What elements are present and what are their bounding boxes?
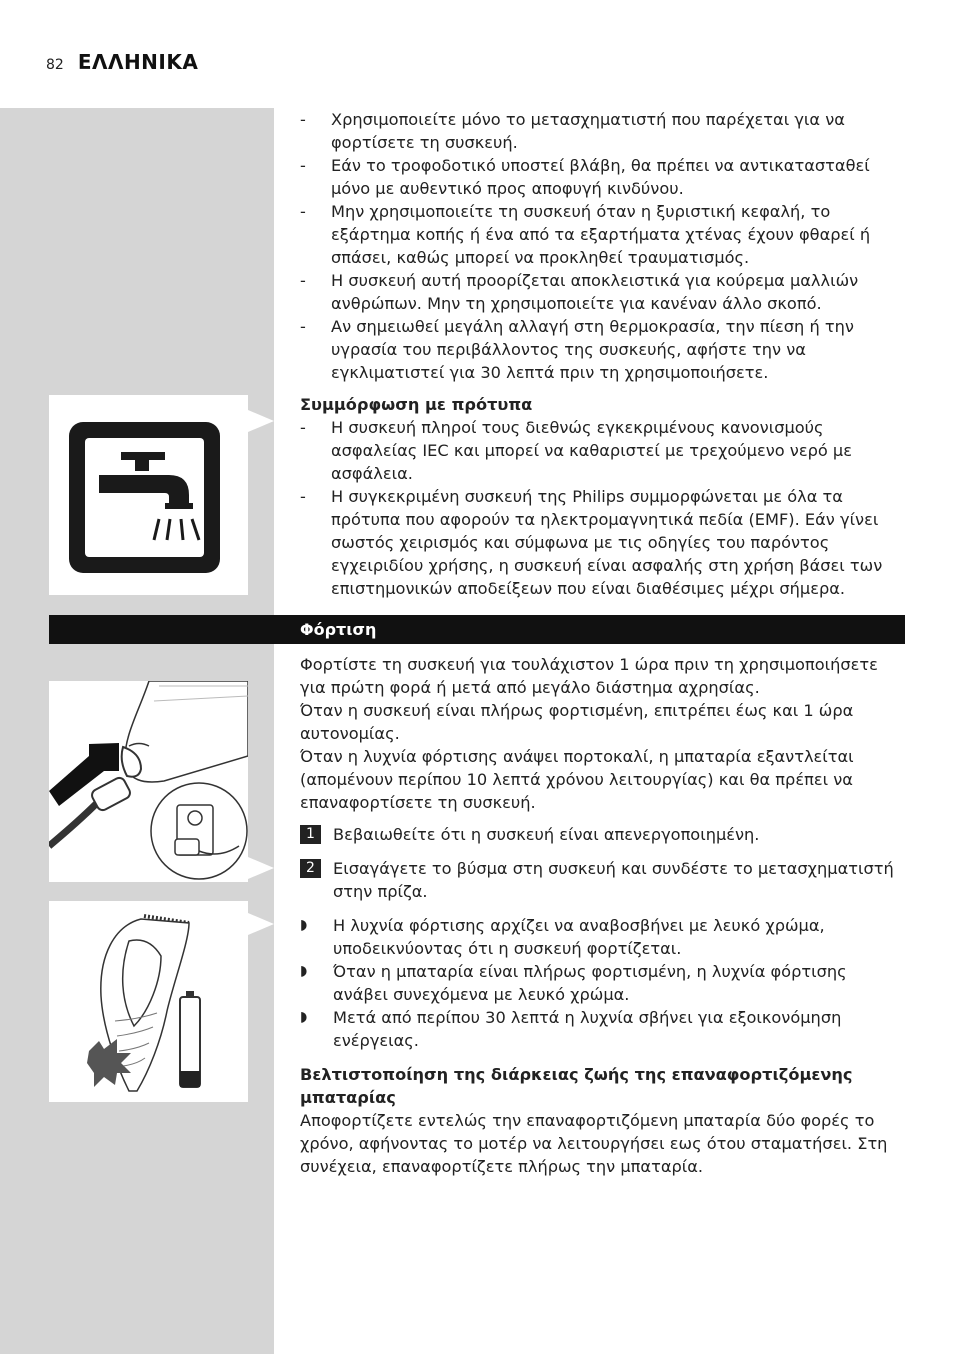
pointer-notch [248, 410, 274, 432]
step-number: 2 [300, 859, 321, 878]
clipper-battery-icon [49, 901, 248, 1102]
section-bar-title: Φόρτιση [300, 620, 377, 639]
list-item: - Αν σημειωθεί μεγάλη αλλαγή στη θερμοκρασία, την πίεση ή την υγρασία του περιβάλλοντος της συσκευής, αφήστε την να εγκλιματιστεί για 30 λεπτά πριν τη χρησιμοποιήσετε. [300, 315, 906, 384]
pointer-notch [248, 913, 274, 935]
list-item: - Εάν το τροφοδοτικό υποστεί βλάβη, θα πρέπει να αντικατασταθεί μόνο με αυθεντικό προς αποφυγή κινδύνου. [300, 154, 906, 200]
step-number: 1 [300, 825, 321, 844]
result-item: ◗ Όταν η μπαταρία είναι πλήρως φορτισμένη, η λυχνία φόρτισης ανάβει συνεχόμενα με λευκό χρώμα. [300, 960, 906, 1006]
water-tap-illustration [49, 395, 248, 595]
page-header [46, 50, 198, 74]
result-item: ◗ Μετά από περίπου 30 λεπτά η λυχνία σβήνει για εξοικονόμηση ενέργειας. [300, 1006, 906, 1052]
list-item: - Η συσκευή αυτή προορίζεται αποκλειστικά για κούρεμα μαλλιών ανθρώπων. Μην τη χρησιμοποιείτε για κανέναν άλλο σκοπό. [300, 269, 906, 315]
page-number: 82 [46, 57, 64, 73]
charging-intro [300, 653, 906, 814]
clipper-battery-illustration [49, 901, 248, 1102]
list-item: - Χρησιμοποιείτε μόνο το μετασχηματιστή που παρέχεται για να φορτίσετε τη συσκευή. [300, 108, 906, 154]
paragraph: Όταν η συσκευή είναι πλήρως φορτισμένη, επιτρέπει έως και 1 ώρα αυτονομίας. [300, 701, 854, 743]
step-1 [300, 823, 906, 846]
pointer-notch [248, 857, 274, 879]
standards-section [300, 393, 906, 600]
list-item: - Η συγκεκριμένη συσκευή της Philips συμμορφώνεται με όλα τα πρότυπα που αφορούν τα ηλεκτρομαγνητικά πεδία (EMF). Εάν γίνει σωστός χειρισμός και σύμφωνα με τις οδηγίες του παρόντος εγχειριδίου χρήσης, η συσκευή είναι ασφαλής στη χρήση βάσει των επιστημονικών αποδείξεων που είναι διαθέσιμες μέχρι σήμερα. [300, 485, 906, 600]
paragraph: Αποφορτίζετε εντελώς την επαναφορτιζόμενη μπαταρία δύο φορές το χρόνο, αφήνοντας το μοτέρ να λειτουργήσει εως ότου σταματήσει. Στη συνέχεια, επαναφορτίζετε πλήρως την μπαταρία. [300, 1111, 888, 1176]
section-heading: Βελτιστοποίηση της διάρκειας ζωής της επαναφορτιζόμενης μπαταρίας [300, 1065, 853, 1107]
intro-list [300, 108, 906, 384]
step-2 [300, 857, 906, 903]
language-heading: ΕΛΛΗΝΙΚΑ [77, 50, 199, 74]
list-item: - Η συσκευή πληροί τους διεθνώς εγκεκριμένους κανονισμούς ασφαλείας IEC και μπορεί να καθαριστεί με τρεχούμενο νερό με ασφάλεια. [300, 416, 906, 485]
charging-results [300, 914, 906, 1052]
water-tap-icon [49, 395, 248, 595]
section-bar [49, 615, 905, 644]
list-item: - Μην χρησιμοποιείτε τη συσκευή όταν η ξυριστική κεφαλή, το εξάρτημα κοπής ή ένα από τα εξαρτήματα χτένας έχουν φθαρεί ή σπάσει, καθώς μπορεί να προκληθεί τραυματισμός. [300, 200, 906, 269]
step-text: Βεβαιωθείτε ότι η συσκευή είναι απενεργοποιημένη. [333, 825, 760, 844]
plug-icon [49, 681, 248, 882]
section-heading: Συμμόρφωση με πρότυπα [300, 395, 533, 414]
paragraph: Φορτίστε τη συσκευή για τουλάχιστον 1 ώρα πριν τη χρησιμοποιήσετε για πρώτη φορά ή μετά από μεγάλο διάστημα αχρησίας. [300, 655, 878, 697]
paragraph: Όταν η λυχνία φόρτισης ανάψει πορτοκαλί, η μπαταρία εξαντλείται (απομένουν περίπου 10 λεπτά χρόνου λειτουργίας) και θα πρέπει να επαναφορτίσετε τη συσκευή. [300, 747, 854, 812]
result-item: ◗ Η λυχνία φόρτισης αρχίζει να αναβοσβήνει με λευκό χρώμα, υποδεικνύοντας ότι η συσκευή φορτίζεται. [300, 914, 906, 960]
step-text: Εισαγάγετε το βύσμα στη συσκευή και συνδέστε το μετασχηματιστή στην πρίζα. [333, 859, 894, 901]
battery-section [300, 1063, 906, 1178]
charging-plug-illustration [49, 681, 248, 882]
